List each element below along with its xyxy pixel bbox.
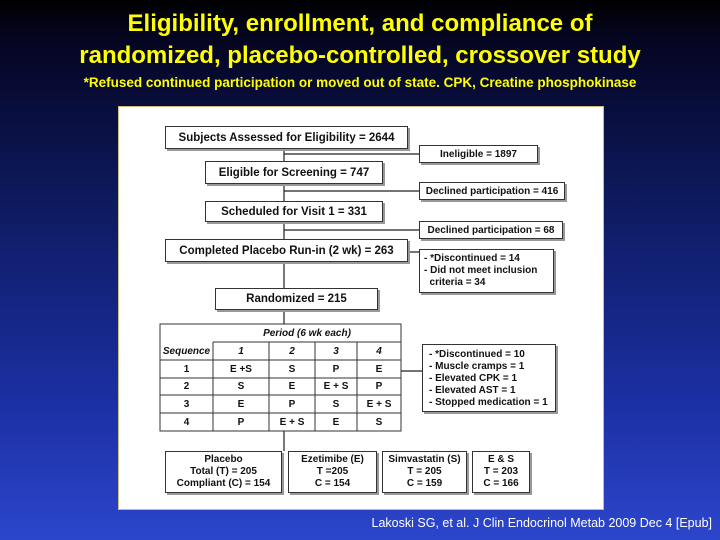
excluded-box (419, 249, 554, 293)
assessed-box: Subjects Assessed for Eligibility = 2644 (165, 126, 408, 149)
arm-box-ezetimibe (288, 451, 377, 493)
table-cell: E + S (279, 416, 305, 428)
flowchart-panel (118, 106, 604, 510)
arm-compliant: C = 166 (483, 478, 519, 489)
arm-total: T = 203 (483, 466, 519, 477)
discontinued-line: - Stopped medication = 1 (429, 397, 548, 408)
discontinued-line: - Muscle cramps = 1 (429, 361, 525, 372)
citation: Lakoski SG, et al. J Clin Endocrinol Metab 2009 Dec 4 [Epub] (371, 516, 712, 530)
slide-title-line-2: randomized, placebo-controlled, crossover study (79, 42, 641, 69)
table-cell: P (375, 381, 383, 392)
table-cell: S (375, 416, 383, 428)
period-number: 3 (333, 345, 339, 357)
arm-name: Ezetimibe (E) (301, 454, 364, 465)
randomized-box: Randomized = 215 (215, 288, 378, 310)
table-cell: S (288, 363, 296, 375)
declined-box-1: Declined participation = 416 (419, 182, 565, 200)
period-number: 1 (238, 345, 244, 357)
table-cell: E + S (323, 381, 349, 392)
excluded-line: criteria = 34 (424, 277, 486, 288)
discontinued-line: - Elevated AST = 1 (429, 385, 516, 396)
excluded-line: - Did not meet inclusion (424, 265, 538, 276)
sequence-number: 1 (183, 363, 190, 375)
ineligible-box: Ineligible = 1897 (419, 145, 538, 163)
discontinued-line: - Elevated CPK = 1 (429, 373, 518, 384)
arm-name: E & S (487, 454, 515, 465)
table-cell: E (375, 363, 383, 375)
arm-compliant: Compliant (C) = 154 (176, 478, 271, 489)
screening-box: Eligible for Screening = 747 (205, 161, 383, 184)
discontinued-box (422, 344, 556, 412)
table-cell: E (332, 416, 340, 428)
discontinued-line: - *Discontinued = 10 (429, 349, 525, 360)
period-number: 4 (376, 345, 382, 357)
table-cell: S (332, 398, 340, 410)
table-cell: E (237, 398, 245, 410)
declined-box-2: Declined participation = 68 (419, 221, 563, 239)
arm-compliant: C = 159 (406, 478, 443, 489)
table-cell: P (332, 363, 340, 375)
runin-box: Completed Placebo Run-in (2 wk) = 263 (165, 239, 408, 262)
period-header: Period (6 wk each) (263, 327, 351, 339)
table-cell: E +S (230, 363, 252, 375)
arm-total: Total (T) = 205 (190, 466, 257, 477)
visit1-box: Scheduled for Visit 1 = 331 (205, 201, 383, 222)
sequence-number: 3 (183, 398, 190, 410)
excluded-line: - *Discontinued = 14 (424, 253, 520, 264)
period-number: 2 (289, 345, 295, 357)
arm-compliant: C = 154 (314, 478, 351, 489)
table-cell: E + S (366, 398, 392, 410)
table-cell: E (288, 381, 296, 392)
table-cell: S (237, 381, 245, 392)
table-cell: P (288, 398, 296, 410)
arm-name: Placebo (204, 454, 243, 465)
table-cell: P (237, 416, 245, 428)
arm-total: T = 205 (407, 466, 442, 477)
arm-name: Simvastatin (S) (388, 454, 461, 465)
arm-box-simvastatin (382, 451, 467, 493)
sequence-number: 4 (183, 416, 190, 428)
sequence-header: Sequence (162, 345, 211, 357)
arm-box-placebo (165, 451, 282, 493)
sequence-number: 2 (183, 381, 190, 392)
slide-subtitle: *Refused continued participation or moved out of state. CPK, Creatine phosphokinase (83, 75, 637, 90)
slide-title-line-1: Eligibility, enrollment, and compliance of (127, 10, 593, 37)
arm-box-e-and-s (472, 451, 530, 493)
arm-total: T =205 (316, 466, 349, 477)
